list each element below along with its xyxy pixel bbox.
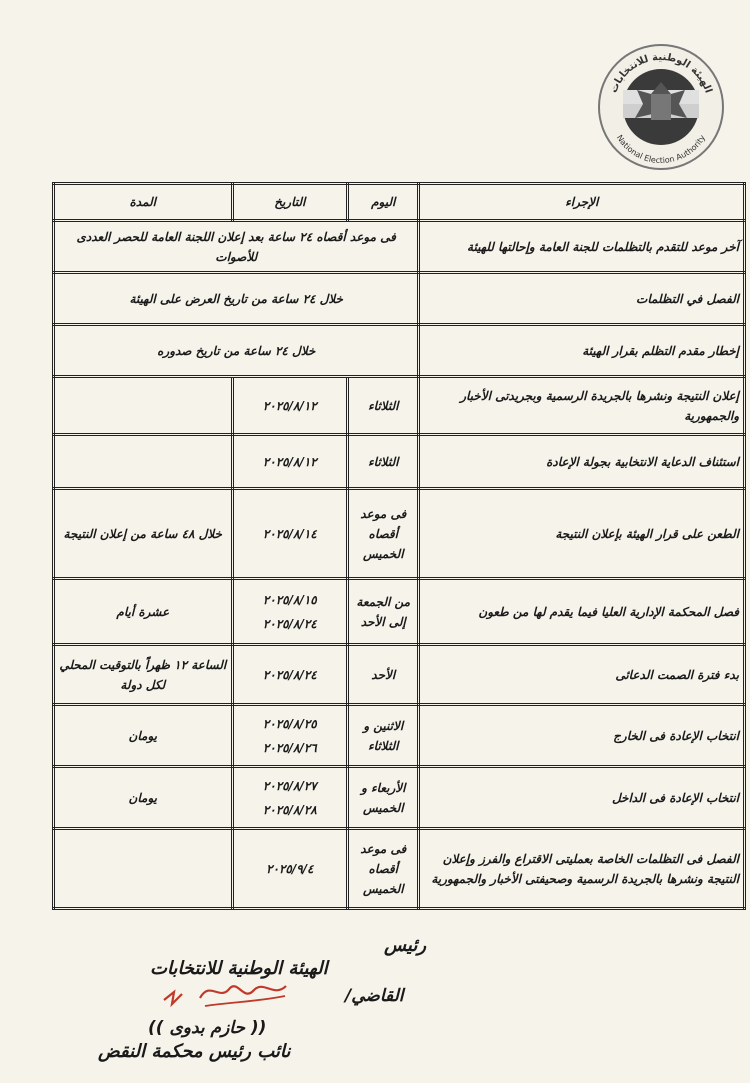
row-action: إخطار مقدم التظلم بقرار الهيئة	[419, 325, 745, 377]
row-day: فى موعد أقصاه الخميس	[348, 489, 419, 579]
row-date	[232, 767, 348, 829]
date-line: ٢٠٢٥/٨/١٥	[262, 592, 317, 607]
table-row	[54, 221, 745, 273]
table-row	[54, 645, 745, 705]
signature-position: نائب رئيس محكمة النقض	[98, 1041, 291, 1062]
table-row	[54, 435, 745, 489]
table-row	[54, 829, 745, 909]
row-duration: عشرة أيام	[54, 579, 233, 645]
row-action: انتخاب الإعادة فى الخارج	[419, 705, 745, 767]
signature-title-president: رئيس	[383, 935, 427, 956]
signature-name: (( حازم بدوى ))	[148, 1018, 267, 1038]
row-duration: خلال ٤٨ ساعة من إعلان النتيجة	[54, 489, 233, 579]
row-action: فصل المحكمة الإدارية العليا فيما يقدم لها من طعون	[419, 579, 745, 645]
row-merged: فى موعد أقصاه ٢٤ ساعة بعد إعلان اللجنة العامة للحصر العددى للأصوات	[54, 221, 419, 273]
date-line: ٢٠٢٥/٨/٢٨	[262, 802, 317, 817]
row-action: الفصل فى التظلمات الخاصة بعمليتى الاقتراع والفرز وإعلان النتيجة ونشرها بالجريدة الرسمية وصحيفتى الأخبار والجمهورية	[419, 829, 745, 909]
date-line: ٢٠٢٥/٨/٢٦	[262, 740, 317, 755]
row-action: الفصل في التظلمات	[419, 273, 745, 325]
row-day: الاثنين و الثلاثاء	[348, 705, 419, 767]
row-day: الأحد	[348, 645, 419, 705]
row-date	[232, 579, 348, 645]
row-action: إعلان النتيجة ونشرها بالجريدة الرسمية وبجريدتى الأخبار والجمهورية	[419, 377, 745, 435]
row-date	[232, 645, 348, 705]
table-row	[54, 767, 745, 829]
row-day: الأربعاء و الخميس	[348, 767, 419, 829]
header-action: الإجراء	[419, 184, 745, 221]
row-action: آخر موعد للتقدم بالتظلمات للجنة العامة وإحالتها للهيئة	[419, 221, 745, 273]
row-day: من الجمعة إلى الأحد	[348, 579, 419, 645]
row-day: الثلاثاء	[348, 435, 419, 489]
row-action: انتخاب الإعادة فى الداخل	[419, 767, 745, 829]
row-date	[232, 489, 348, 579]
table-row	[54, 705, 745, 767]
table-row	[54, 489, 745, 579]
seal-english-text: National Election Authority	[614, 133, 708, 166]
date-line: ٢٠٢٥/٨/١٤	[262, 526, 317, 541]
date-line: ٢٠٢٥/٨/١٢	[262, 454, 317, 469]
table-row	[54, 325, 745, 377]
row-date	[232, 705, 348, 767]
date-line: ٢٠٢٥/٩/٤	[266, 861, 314, 876]
table-row	[54, 579, 745, 645]
row-day: الثلاثاء	[348, 377, 419, 435]
row-action: استئناف الدعاية الانتخابية بجولة الإعادة	[419, 435, 745, 489]
row-duration	[54, 435, 233, 489]
national-election-authority-seal	[596, 42, 726, 172]
row-duration: يومان	[54, 705, 233, 767]
date-line: ٢٠٢٥/٨/٢٤	[262, 667, 317, 682]
date-line: ٢٠٢٥/٨/٢٧	[262, 778, 317, 793]
header-duration: المدة	[54, 184, 233, 221]
row-merged: خلال ٢٤ ساعة من تاريخ العرض على الهيئة	[54, 273, 419, 325]
signature-title-authority: الهيئة الوطنية للانتخابات	[150, 958, 328, 979]
table-header-row	[54, 184, 745, 221]
row-duration: الساعة ١٢ ظهراً بالتوقيت المحلي لكل دولة	[54, 645, 233, 705]
table-row	[54, 273, 745, 325]
seal-arabic-text: الهيئة الوطنية للانتخابات	[608, 51, 714, 95]
row-action: الطعن على قرار الهيئة بإعلان النتيجة	[419, 489, 745, 579]
row-date	[232, 829, 348, 909]
handwritten-signature	[160, 978, 290, 1014]
row-duration	[54, 829, 233, 909]
election-schedule-table	[52, 182, 746, 910]
date-line: ٢٠٢٥/٨/٢٤	[262, 616, 317, 631]
row-date	[232, 377, 348, 435]
row-duration	[54, 377, 233, 435]
row-date	[232, 435, 348, 489]
signature-judge-label: القاضي/	[345, 986, 404, 1006]
row-merged: خلال ٢٤ ساعة من تاريخ صدوره	[54, 325, 419, 377]
header-date: التاريخ	[232, 184, 348, 221]
date-line: ٢٠٢٥/٨/١٢	[262, 398, 317, 413]
date-line: ٢٠٢٥/٨/٢٥	[262, 716, 317, 731]
header-day: اليوم	[348, 184, 419, 221]
row-action: بدء فترة الصمت الدعائى	[419, 645, 745, 705]
table-row	[54, 377, 745, 435]
row-duration: يومان	[54, 767, 233, 829]
row-day: فى موعد أقصاه الخميس	[348, 829, 419, 909]
